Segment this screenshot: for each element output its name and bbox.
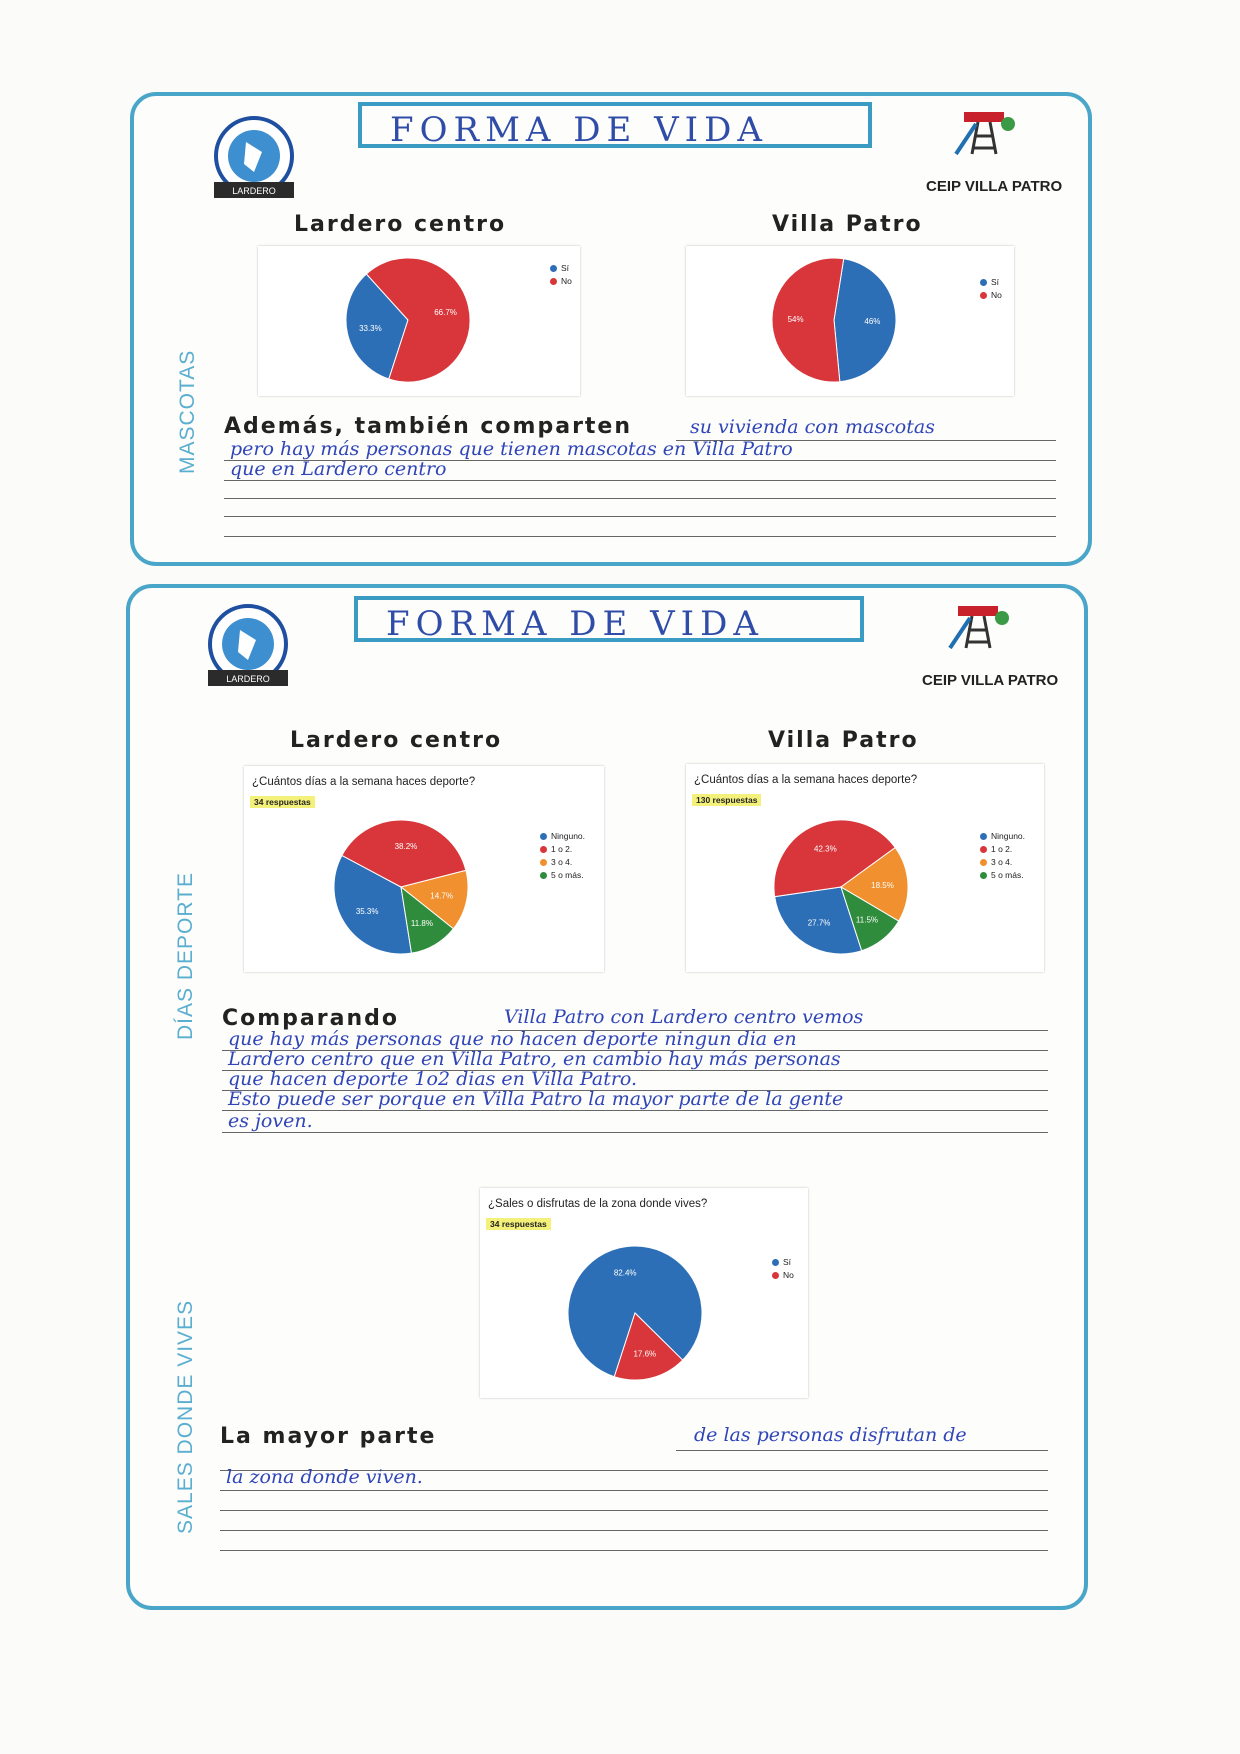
chart-responses: 34 respuestas bbox=[486, 1218, 551, 1230]
heading-lardero-centro: Lardero centro bbox=[294, 212, 507, 237]
school-tower-icon bbox=[950, 108, 1020, 161]
answer-rule bbox=[224, 480, 1056, 481]
side-label-mascotas: MASCOTAS bbox=[176, 349, 199, 474]
slice-label: 46% bbox=[864, 317, 881, 327]
slice-label: 11.8% bbox=[410, 918, 433, 928]
legend-dot bbox=[980, 833, 987, 840]
chart-question: ¿Cuántos días a la semana haces deporte? bbox=[694, 774, 918, 786]
pie-chart-mascotas-villa-patro bbox=[686, 246, 1014, 396]
section-title-box bbox=[358, 102, 872, 148]
school-tower-icon bbox=[944, 602, 1014, 655]
side-label-dias-deporte: DÍAS DEPORTE bbox=[174, 872, 197, 1040]
answer-line: Esto puede ser porque en Villa Patro la mayor parte de la gente bbox=[228, 1088, 844, 1110]
pie-svg bbox=[326, 812, 476, 962]
legend-dot-si bbox=[772, 1259, 779, 1266]
school-name: CEIP VILLA PATRO bbox=[922, 672, 1059, 689]
legend-label: 3 o 4. bbox=[551, 857, 573, 867]
legend-list bbox=[772, 1256, 794, 1282]
legend-label: Ninguno. bbox=[991, 831, 1026, 841]
legend-label: No bbox=[991, 290, 1002, 300]
slice-label: 17.6% bbox=[633, 1349, 657, 1359]
legend-list bbox=[980, 830, 1025, 882]
pie-chart-deporte-lardero bbox=[244, 766, 604, 972]
section-title: FORMA DE VIDA bbox=[386, 604, 764, 644]
legend-dot-no bbox=[980, 292, 987, 299]
pie-svg bbox=[766, 812, 916, 962]
pie-chart-mascotas-lardero bbox=[258, 246, 580, 396]
legend-label: Sí bbox=[991, 277, 1000, 287]
school-name: CEIP VILLA PATRO bbox=[926, 178, 1063, 195]
logo-banner-text: LARDERO bbox=[232, 186, 276, 196]
slice-label: 18.5% bbox=[871, 881, 894, 891]
answer-line: la zona donde viven. bbox=[226, 1466, 423, 1488]
lead-text-mascotas: Además, también comparten bbox=[224, 414, 633, 439]
legend-list bbox=[980, 276, 1002, 302]
legend-dot-si bbox=[550, 265, 557, 272]
slice-label: 14.7% bbox=[430, 891, 453, 901]
answer-line: que en Lardero centro bbox=[230, 458, 447, 480]
chart-responses: 130 respuestas bbox=[692, 794, 761, 806]
legend-dot bbox=[540, 833, 547, 840]
legend-dot-no bbox=[772, 1272, 779, 1279]
pie-svg bbox=[560, 1238, 710, 1388]
legend-label: Sí bbox=[561, 263, 570, 273]
legend-label: 1 o 2. bbox=[551, 844, 573, 854]
slice-label: 11.5% bbox=[855, 915, 879, 925]
legend-dot bbox=[540, 859, 547, 866]
slice-label: 42.3% bbox=[814, 844, 837, 854]
legend-label: 1 o 2. bbox=[991, 844, 1013, 854]
legend-label: 5 o más. bbox=[991, 870, 1024, 880]
legend-label: Ninguno. bbox=[551, 831, 586, 841]
answer-line: que hacen deporte 1o2 dias en Villa Patro. bbox=[228, 1068, 638, 1090]
chart-responses: 34 respuestas bbox=[250, 796, 315, 808]
legend-label: 3 o 4. bbox=[991, 857, 1013, 867]
heading-lardero-centro: Lardero centro bbox=[290, 728, 503, 753]
pie-svg bbox=[764, 250, 904, 390]
answer-line: de las personas disfrutan de bbox=[694, 1424, 967, 1446]
legend-list bbox=[550, 262, 572, 288]
lead-text-deporte: Comparando bbox=[222, 1006, 399, 1031]
school-logo bbox=[206, 112, 302, 213]
answer-rule bbox=[222, 1132, 1048, 1133]
chart-question: ¿Sales o disfrutas de la zona donde vives? bbox=[488, 1198, 708, 1210]
answer-rule bbox=[220, 1530, 1048, 1531]
answer-line: que hay más personas que no hacen deporte ningun dia en bbox=[228, 1028, 797, 1050]
lead-text-sales: La mayor parte bbox=[220, 1424, 437, 1449]
answer-rule bbox=[224, 516, 1056, 517]
slice-label: 66.7% bbox=[434, 307, 457, 317]
pie-svg bbox=[338, 250, 478, 390]
answer-line: Lardero centro que en Villa Patro, en cambio hay más personas bbox=[228, 1048, 841, 1070]
answer-rule bbox=[220, 1550, 1048, 1551]
legend-dot bbox=[980, 872, 987, 879]
logo-banner-text: LARDERO bbox=[226, 674, 270, 684]
pie-chart-deporte-villa-patro bbox=[686, 764, 1044, 972]
legend-dot bbox=[540, 846, 547, 853]
legend-label: No bbox=[783, 1270, 794, 1280]
legend-label: Sí bbox=[783, 1257, 792, 1267]
answer-line: pero hay más personas que tienen mascotas en Villa Patro bbox=[230, 438, 793, 460]
side-label-sales-donde-vives: SALES DONDE VIVES bbox=[174, 1299, 197, 1534]
legend-list bbox=[540, 830, 585, 882]
answer-rule bbox=[222, 1110, 1048, 1111]
school-logo bbox=[200, 600, 296, 701]
legend-dot bbox=[540, 872, 547, 879]
slice-label: 27.7% bbox=[807, 918, 831, 928]
answer-line: es joven. bbox=[228, 1110, 313, 1132]
pie-chart-sales-donde-vives bbox=[480, 1188, 808, 1398]
heading-villa-patro: Villa Patro bbox=[768, 728, 919, 753]
heading-villa-patro: Villa Patro bbox=[772, 212, 923, 237]
answer-rule bbox=[220, 1490, 1048, 1491]
answer-rule bbox=[220, 1510, 1048, 1511]
answer-line: Villa Patro con Lardero centro vemos bbox=[504, 1006, 864, 1028]
slice-label: 82.4% bbox=[613, 1268, 637, 1278]
slice-label: 33.3% bbox=[359, 324, 382, 334]
legend-dot-no bbox=[550, 278, 557, 285]
slice-label: 38.2% bbox=[394, 841, 418, 851]
slice-label: 54% bbox=[787, 314, 804, 324]
legend-dot bbox=[980, 859, 987, 866]
chart-question: ¿Cuántos días a la semana haces deporte? bbox=[252, 776, 476, 788]
legend-label: No bbox=[561, 276, 572, 286]
section-title-box bbox=[354, 596, 864, 642]
slice-label: 35.3% bbox=[355, 907, 379, 917]
legend-label: 5 o más. bbox=[551, 870, 584, 880]
answer-rule bbox=[676, 1450, 1048, 1451]
pie-slice bbox=[772, 258, 844, 382]
answer-line: su vivienda con mascotas bbox=[690, 416, 935, 438]
answer-rule bbox=[224, 498, 1056, 499]
legend-dot bbox=[980, 846, 987, 853]
answer-rule bbox=[224, 536, 1056, 537]
section-title: FORMA DE VIDA bbox=[390, 110, 768, 150]
legend-dot-si bbox=[980, 279, 987, 286]
